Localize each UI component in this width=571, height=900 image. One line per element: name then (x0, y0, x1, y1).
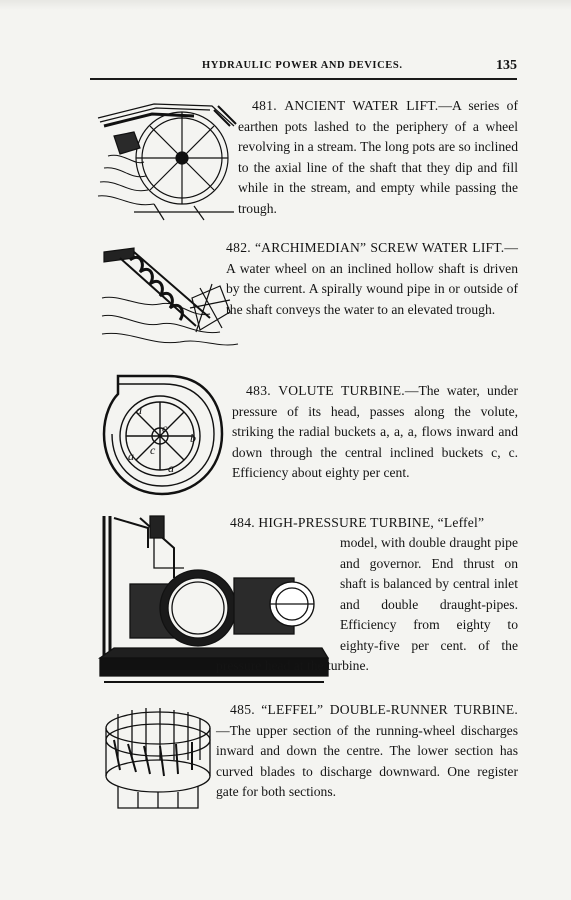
entry-number: 485. (230, 702, 255, 717)
page-number: 135 (496, 58, 517, 73)
wrap-spacer (216, 553, 340, 575)
entry-text: —The water, under pressure of its head, passes along the volute, striking the radial buckets a, a, a, flows inward and down through the central inclined buckets c, c. Efficiency about eighty per cent. (232, 383, 518, 480)
entry-482 (226, 238, 518, 320)
entry-heading: “ARCHIMEDIAN” SCREW WATER LIFT. (254, 240, 505, 255)
entry-heading: “LEFFEL” DOUBLE-RUNNER TURBINE. (261, 702, 518, 717)
entry-text: —A water wheel on an inclined hollow shaft is driven by the current. A spirally wound pipe in or outside of the shaft conveys the water to an elevated trough. (226, 240, 518, 317)
entry-484 (216, 513, 518, 534)
entry-number: 483. (246, 383, 271, 398)
figure-label-c: c (150, 443, 156, 457)
figure-label-c: c (162, 421, 168, 435)
double-runner-turbine-icon (98, 700, 216, 810)
entry-485 (216, 700, 518, 803)
entry-text: —A series of earthen pots lashed to the periphery of a wheel revolving in a stream. The long pots are so inclined to the axial line of the shaft that they dip and fill while in the stream, and empty while passing the trough. (238, 98, 518, 216)
header-rule (90, 78, 517, 80)
page-edge-top (0, 0, 571, 10)
entry-number: 481. (252, 98, 277, 113)
water-wheel-pots-icon (94, 96, 242, 222)
entry-text: model, with double draught pipe and governor. End thrust on shaft is balanced by central inlet and double draught-pipes. Efficiency from eighty to eighty-five per cent. of the pressure head at the turbine. (216, 535, 518, 673)
entry-text: —The upper section of the running-wheel discharges inward and down the centre. The lower section has curved blades to discharge downward. One register gate for both sections. (216, 722, 518, 799)
entry-481 (238, 96, 518, 219)
wrap-spacer (216, 575, 340, 639)
figure-label-a: a (128, 449, 134, 463)
archimedes-screw-icon (100, 238, 240, 352)
entry-number: 482. (226, 240, 251, 255)
volute-turbine-icon (98, 370, 226, 498)
figure-label-b: b (190, 431, 196, 445)
entry-heading: VOLUTE TURBINE. (278, 383, 405, 398)
entry-484-continued (216, 533, 518, 677)
entry-483 (232, 381, 518, 484)
entry-heading: ANCIENT WATER LIFT. (284, 98, 439, 113)
figure-label-a: a (136, 403, 142, 417)
entry-heading: HIGH-PRESSURE TURBINE, “Leffel” (258, 515, 485, 530)
figure-label-a: a (168, 461, 174, 475)
entry-number: 484. (230, 515, 255, 530)
page-header (90, 58, 517, 78)
running-title: HYDRAULIC POWER AND DEVICES. (202, 60, 403, 71)
